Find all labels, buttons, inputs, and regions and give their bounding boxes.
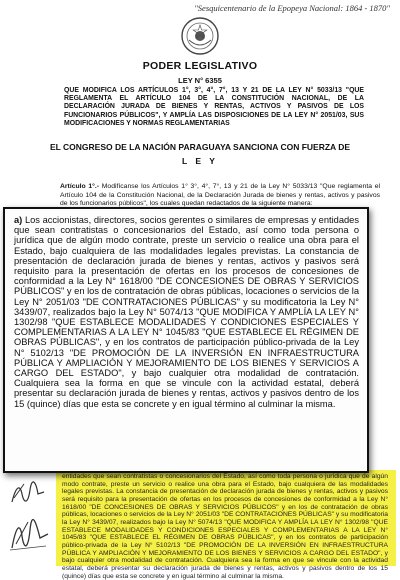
signature-icon [6, 518, 52, 554]
article-1-paragraph [60, 183, 380, 209]
highlighted-text: entidades que sean contratistas o concesionarios del Estado, así como toda persona o jurídica que de algún modo contrate, preste un servicio o realice una obra para el Estado, bajo cualquiera de las modalidades legales previstas. La constancia de presentación de declaración jurada de bienes y rentas, activos y pasivos será requisito para la presentación de ofertas en los procesos de concesiones de conformidad a la Ley N° 1618/00 "DE CONCESIONES DE OBRAS Y SERVICIOS PÚBLICOS" y en los de contratación de obras públicas, locaciones o servicios de la Ley N° 2051/03 "DE CONTRATACIONES PÚBLICAS" y su modificatoria la Ley N° 3439/07, realizados bajo la Ley N° 5074/13 "QUE MODIFICA Y AMPLÍA LA LEY N° 1302/98 "QUE ESTABLECE MODALIDADES Y CONDICIONES ESPECIALES Y COMPLEMENTARIAS A LA LEY N° 1045/83 "QUE ESTABLECE EL RÉGIMEN DE OBRAS PÚBLICAS", y en los contratos de participación público-privada de la Ley N° 5102/13 "DE PROMOCIÓN DE LA INVERSIÓN EN INFRAESTRUCTURA PÚBLICA Y AMPLIACIÓN Y MEJORAMIENTO DE LOS BIENES Y SERVICIOS A CARGO DEL ESTADO", y bajo cualquier otra modalidad de contratación. Cualquiera sea la forma en que se vincule con la actividad estatal, deberá presentar su declaración jurada de bienes y rentas, activos y pasivos dentro de los 15 (quince) días que esta se concrete y en igual término al culminar la misma. [62, 473, 388, 580]
article-1-text: Modifícanse los Artículos 1° 3°, 4°, 7°, 13 y 21 de la Ley N° 5033/13 "Que reglamenta el Artículo 104 de la Constitución Nacional, de la Declaración Jurada de bienes y rentas, activos y pasivos de los funcionarios públicos", los cuales quedan redactados de la siguiente manera: [60, 183, 380, 207]
national-seal-icon [180, 16, 220, 56]
institution-title: PODER LEGISLATIVO [142, 60, 258, 72]
commemorative-motto: "Sesquicentenario de la Epopeya Nacional: 1864 - 1870" [194, 3, 390, 13]
highlighted-section [56, 470, 396, 580]
zoomed-excerpt-box [3, 207, 369, 473]
article-1-label: Artículo 1°.- [60, 183, 100, 190]
ley-heading: L E Y [182, 156, 218, 166]
item-text: Los accionistas, directores, socios gerentes o similares de empresas y entidades que sean contratistas o concesionarios del Estado, así como toda persona o jurídica que de algún modo contrate, preste un servicio o realice una obra para el Estado, bajo cualquiera de las modalidades legales previstas. La constancia de presentación de declaración jurada de bienes y rentas, activos y pasivos será requisito para la presentación de ofertas en los procesos de concesiones de conformidad a la Ley N° 1618/00 "DE CONCESIONES DE OBRAS Y SERVICIOS PÚBLICOS" y en los de contratación de obras públicas, locaciones o servicios de la Ley N° 2051/03 "DE CONTRATACIONES PÚBLICAS" y su modificatoria la Ley N° 3439/07, realizados bajo la Ley N° 5074/13 "QUE MODIFICA Y AMPLÍA LA LEY N° 1302/98 "QUE ESTABLECE MODALIDADES Y CONDICIONES ESPECIALES Y COMPLEMENTARIAS A LA LEY N° 1045/83 "QUE ESTABLECE EL RÉGIMEN DE OBRAS PÚBLICAS", y en los contratos de participación público-privada de la Ley N° 5102/13 "DE PROMOCIÓN DE LA INVERSIÓN EN INFRAESTRUCTURA PÚBLICA Y AMPLIACIÓN Y MEJORAMIENTO DE LOS BIENES Y SERVICIOS A CARGO DEL ESTADO", y bajo cualquier otra modalidad de contratación. Cualquiera sea la forma en que se vincule con la actividad estatal, deberá presentar su declaración jurada de bienes y rentas, activos y pasivos dentro de los 15 (quince) días que esta se concrete y en igual término al culminar la misma. [14, 215, 359, 409]
signature-icon [8, 480, 48, 508]
congress-decree: EL CONGRESO DE LA NACIÓN PARAGUAYA SANCIONA CON FUERZA DE [49, 142, 351, 152]
item-label: a) [14, 215, 23, 225]
law-title: QUE MODIFICA LOS ARTÍCULOS 1°, 3°, 4°, 7°, 13 Y 21 DE LA LEY N° 5033/13 "QUE REGLAMENTA EL ARTÍCULO 104 DE LA CONSTITUCIÓN NACIONAL, DE LA DECLARACIÓN JURADA DE BIENES Y RENTAS, ACTIVOS Y PASIVOS DE LOS FUNCIONARIOS PÚBLICOS", Y AMPLÍA LAS DISPOSICIONES DE LA LEY N° 2051/03, SUS MODIFICACIONES Y NORMAS REGLAMENTARIAS [64, 87, 364, 127]
zoomed-excerpt-text [14, 215, 359, 409]
law-number: LEY N° 6355 [178, 76, 222, 85]
